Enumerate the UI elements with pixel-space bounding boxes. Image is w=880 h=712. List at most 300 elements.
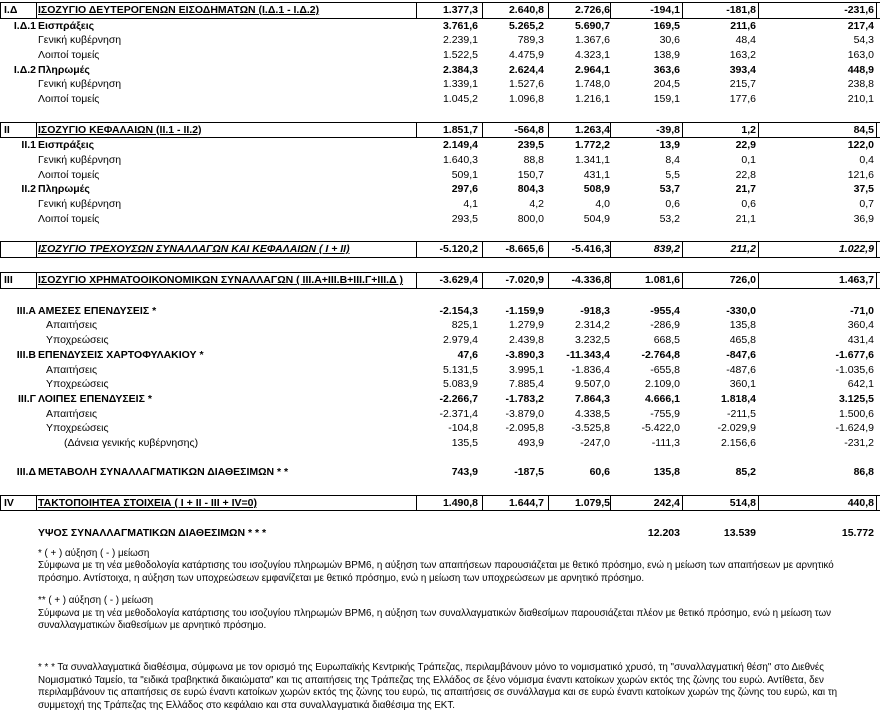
cell-value: 2.439,8 [508,334,544,347]
row-code: ΙΙΙ.Γ [18,392,36,405]
cell-divider [758,3,759,18]
cell-divider [36,242,37,257]
cell-divider [548,242,549,257]
cell-value: 1.748,0 [574,78,610,91]
cell-value: -71,0 [850,304,874,317]
cell-divider [0,242,1,257]
cell-divider [416,496,417,511]
row-label: Γενική κυβέρνηση [38,197,122,210]
table-row [0,407,880,422]
cell-value: 0,4 [859,153,874,166]
cell-value: 1.339,1 [442,78,478,91]
note-1-text: Σύμφωνα με τη νέα μεθοδολογία κατάρτισης του ισοζυγίου πληρωμών BPM6, η αύξηση των απαιτήσεων παρουσιάζεται με θετικό πρόσημο, ενώ η μείωση των απαιτήσεων με αρνητικό πρόσημο. Αντίστοιχα, η αύξηση των υποχρεώσεων εμφανίζεται με θετικό πρόσημο, ενώ η μείωση των υποχρεώσεων με αρνητικό πρόσημο. [38,560,834,584]
cell-value: -2.029,9 [717,422,756,435]
table-row [0,377,880,392]
row-label: Γενική κυβέρνηση [38,34,122,47]
row-code: ΙΙΙ.Δ [16,466,36,479]
row-label: ΑΜΕΣΕΣ ΕΠΕΝΔΥΣΕΙΣ * [38,304,157,317]
note-1-title: * ( + ) αύξηση ( - ) μείωση [38,548,150,559]
row-label: ΥΨΟΣ ΣΥΝΑΛΛΑΓΜΑΤΙΚΩΝ ΔΙΑΘΕΣΙΜΩΝ * * * [38,527,267,540]
cell-divider [682,3,683,18]
cell-value: 1.490,8 [442,496,478,509]
cell-divider [682,273,683,288]
spacer-row [0,258,880,273]
cell-value: -2.266,7 [439,392,478,405]
cell-value: 726,0 [729,274,756,287]
cell-divider [548,123,549,138]
cell-value: 0,6 [741,197,756,210]
cell-divider [548,496,549,511]
spacer-row [0,511,880,526]
cell-value: 122,0 [847,139,874,152]
cell-divider [758,242,759,257]
cell-value: 4,2 [529,197,544,210]
footnotes [38,548,872,712]
row-label: ΤΑΚΤΟΠΟΙΗΤΕΑ ΣΤΟΙΧΕΙΑ ( Ι + ΙΙ - ΙΙΙ + ΙV=0) [38,496,257,509]
cell-divider [482,3,483,18]
cell-value: 431,4 [847,334,874,347]
table-row [0,465,880,480]
cell-value: 1.367,6 [574,34,610,47]
cell-value: 4,1 [463,197,478,210]
cell-divider [0,123,1,138]
row-code: Ι.Δ.2 [13,63,36,76]
cell-divider [482,242,483,257]
row-label: Γενική κυβέρνηση [38,78,122,91]
cell-divider [610,273,611,288]
row-label: Εισπράξεις [38,19,95,32]
cell-value: -1.035,6 [835,363,874,376]
cell-value: 3.995,1 [508,363,544,376]
cell-divider [758,273,759,288]
cell-value: 238,8 [847,78,874,91]
cell-value: 1.851,7 [442,123,478,136]
cell-value: 514,8 [729,496,756,509]
cell-value: -194,1 [650,4,680,16]
row-label: Γενική κυβέρνηση [38,153,122,166]
cell-value: 5.690,7 [574,19,610,32]
note-3-text: * * * Τα συναλλαγματικά διαθέσιμα, σύμφωνα με τον ορισμό της Ευρωπαϊκής Κεντρικής Τράπεζας, περιλαμβάνουν μόνο το νομισματικό χρυσό, τη "συναλλαγματική θέση" στο Διεθνές Νομισματικό Ταμείο, τα "ειδικά τραβηκτικά δικαιώματα" και τις απαιτήσεις της Τράπεζας της Ελλάδος σε ξένο νόμισμα έναντι κατοίκων χωρών εκτός της ζώνης του ευρώ. Αντίθετα, δεν περιλαμβάνουν τις απαιτήσεις σε ευρώ έναντι κατοίκων χωρών εκτός της ζώνης του ευρώ, τις απαιτήσεις σε συνάλλαγμα και σε ευρώ έναντι κατοίκων χωρών της ζώνης του ευρώ, και τη συμμετοχή της Τράπεζας της Ελλάδος στο κεφάλαιο και στα συναλλαγματικά διαθέσιμα της ΕΚΤ. [38,662,838,711]
table-row [0,92,880,107]
table-row [0,436,880,451]
cell-value: 36,9 [853,212,874,225]
cell-value: -1.836,4 [571,363,610,376]
table-row [0,122,880,139]
cell-value: -1.624,9 [835,422,874,435]
cell-value: 22,9 [735,139,756,152]
row-code: ΙΙΙ.Β [16,348,36,361]
cell-value: -111,3 [651,436,680,449]
cell-value: 493,9 [517,436,544,449]
cell-value: -211,5 [727,407,756,420]
cell-divider [876,123,877,138]
cell-value: 1.022,9 [838,243,874,255]
cell-divider [758,496,759,511]
cell-value: 53,7 [659,183,680,196]
cell-value: 5.083,9 [442,378,478,391]
cell-divider [416,242,417,257]
cell-value: 22,8 [735,168,756,181]
cell-value: 363,6 [653,63,680,76]
cell-divider [876,242,877,257]
cell-value: 440,8 [847,496,874,509]
balance-table [0,2,880,541]
cell-value: -5.416,3 [571,243,610,255]
cell-value: 465,8 [729,334,756,347]
cell-divider [0,3,1,18]
cell-value: 642,1 [847,378,874,391]
cell-value: -181,8 [726,4,756,16]
cell-value: -5.422,0 [641,422,680,435]
cell-value: 1.263,4 [574,123,610,136]
cell-value: 135,8 [729,319,756,332]
cell-value: -2.154,3 [439,304,478,317]
row-label: ΕΠΕΝΔΥΣΕΙΣ ΧΑΡΤΟΦΥΛΑΚΙΟΥ * [38,348,204,361]
cell-value: 1.079,5 [574,496,610,509]
cell-value: -5.120,2 [439,243,478,255]
cell-value: 150,7 [517,168,544,181]
table-row [0,212,880,227]
cell-value: 21,1 [735,212,756,225]
cell-value: 215,7 [729,78,756,91]
row-label: Εισπράξεις [38,139,95,152]
cell-value: 2.109,0 [644,378,680,391]
cell-value: -3.879,0 [505,407,544,420]
cell-value: 2.726,6 [574,4,610,16]
table-row [0,48,880,63]
cell-value: 508,9 [583,183,610,196]
row-label: Υποχρεώσεις [46,378,109,391]
cell-divider [482,123,483,138]
cell-value: -755,9 [650,407,680,420]
cell-value: 3.232,5 [574,334,610,347]
row-code: Ι.Δ.1 [13,19,36,32]
row-label: Λοιποί τομείς [38,212,100,225]
cell-divider [610,242,611,257]
table-row [0,421,880,436]
cell-value: 297,6 [451,183,478,196]
cell-value: 2.964,1 [574,63,610,76]
cell-value: 210,1 [847,93,874,106]
row-label: Πληρωμές [38,183,90,196]
row-code: ΙΙ.1 [21,139,36,152]
cell-divider [416,123,417,138]
table-row [0,2,880,19]
cell-value: 163,2 [729,49,756,62]
cell-value: -104,8 [448,422,478,435]
cell-divider [36,496,37,511]
cell-divider [876,3,877,18]
cell-value: 47,6 [457,348,478,361]
cell-value: -2.764,8 [641,348,680,361]
cell-value: 3.761,6 [442,19,478,32]
cell-value: 7.864,3 [574,392,610,405]
cell-divider [548,273,549,288]
cell-divider [682,496,683,511]
spacer-row [0,226,880,241]
row-label: Λοιποί τομείς [38,168,100,181]
cell-value: 177,6 [729,93,756,106]
cell-value: 360,1 [729,378,756,391]
cell-divider [416,273,417,288]
cell-divider [0,496,1,511]
cell-value: 1.818,4 [720,392,756,405]
cell-value: 2.314,2 [574,319,610,332]
cell-value: -1.677,6 [835,348,874,361]
cell-value: 1.081,6 [644,274,680,287]
cell-divider [758,123,759,138]
cell-divider [548,3,549,18]
cell-value: 825,1 [451,319,478,332]
row-label: ΙΣΟΖΥΓΙΟ ΧΡΗΜΑΤΟΟΙΚΟΝΟΜΙΚΩΝ ΣΥΝΑΛΛΑΓΩΝ ( ΙΙΙ.Α+ΙΙΙ.Β+ΙΙΙ.Γ+ΙΙΙ.Δ ) [38,274,404,287]
cell-value: 135,8 [653,466,680,479]
cell-value: 5.131,5 [442,363,478,376]
cell-value: -286,9 [650,319,680,332]
cell-value: 2.384,3 [442,63,478,76]
table-row [0,168,880,183]
cell-value: 393,4 [729,63,756,76]
cell-value: 84,5 [853,123,874,136]
spacer-row [0,107,880,122]
cell-value: 211,2 [730,243,756,255]
table-row [0,333,880,348]
table-row [0,182,880,197]
row-code: ΙΙΙ.Α [16,304,36,317]
cell-value: 163,0 [847,49,874,62]
cell-value: 1.640,3 [442,153,478,166]
cell-divider [36,123,37,138]
cell-divider [610,496,611,511]
cell-value: 1.279,9 [508,319,544,332]
cell-value: 4,0 [595,197,610,210]
cell-value: 54,3 [853,34,874,47]
cell-value: -955,4 [650,304,680,317]
cell-value: 4.323,1 [574,49,610,62]
table-row [0,495,880,512]
cell-value: 1.522,5 [442,49,478,62]
table-row [0,304,880,319]
row-label: ΙΣΟΖΥΓΙΟ ΚΕΦΑΛΑΙΩΝ (ΙΙ.1 - ΙΙ.2) [38,123,202,136]
cell-value: 5.265,2 [508,19,544,32]
cell-value: 204,5 [653,78,680,91]
cell-value: 1.045,2 [442,93,478,106]
table-row [0,33,880,48]
cell-value: -564,8 [514,123,544,136]
cell-value: 88,8 [523,153,544,166]
row-label: Λοιποί τομείς [38,49,100,62]
note-2-text: Σύμφωνα με τη νέα μεθοδολογία κατάρτισης του ισοζυγίου πληρωμών BPM6, η αύξηση των συναλλαγματικών διαθεσίμων παρουσιάζεται πλέον με θετικό πρόσημο, ενώ η μείωση των συναλλαγματικών διαθεσίμων με αρνητικό πρόσημο. [38,607,832,632]
cell-value: 60,6 [589,466,610,479]
cell-divider [36,3,37,18]
cell-value: -1.159,9 [505,304,544,317]
cell-value: -918,3 [580,304,610,317]
cell-value: 2.624,4 [508,63,544,76]
cell-value: 789,3 [517,34,544,47]
cell-value: 12.203 [647,527,680,540]
cell-value: -8.665,6 [505,243,544,255]
table-row [0,197,880,212]
cell-value: 7.885,4 [508,378,544,391]
cell-divider [0,273,1,288]
cell-value: 1.096,8 [508,93,544,106]
row-label: Υποχρεώσεις [46,422,109,435]
cell-value: 2.149,4 [442,139,478,152]
cell-value: 360,4 [847,319,874,332]
cell-value: 4.475,9 [508,49,544,62]
cell-divider [876,273,877,288]
row-label: Απαιτήσεις [46,407,98,420]
cell-value: 1.377,3 [442,4,478,16]
table-row [0,318,880,333]
cell-value: 135,5 [451,436,478,449]
cell-value: 159,1 [653,93,680,106]
cell-value: 21,7 [735,183,756,196]
cell-value: 0,6 [665,197,680,210]
spacer-row [0,480,880,495]
row-label: Λοιποί τομείς [38,93,100,106]
cell-value: 13.539 [723,527,756,540]
row-label: ΜΕΤΑΒΟΛΗ ΣΥΝΑΛΛΑΓΜΑΤΙΚΩΝ ΔΙΑΘΕΣΙΜΩΝ * * [38,466,289,479]
cell-value: 1.216,1 [574,93,610,106]
cell-value: -11.343,4 [566,348,610,361]
note-2-title: ** ( + ) αύξηση ( - ) μείωση [38,595,154,607]
cell-value: 242,4 [653,496,680,509]
table-row [0,63,880,78]
row-code: ΙV [4,496,14,509]
cell-divider [610,3,611,18]
cell-value: 504,9 [583,212,610,225]
cell-value: 1,2 [741,123,756,136]
cell-value: -39,8 [656,123,680,136]
spacer-row [0,451,880,466]
cell-value: 217,4 [847,19,874,32]
table-row [0,77,880,92]
cell-value: 800,0 [517,212,544,225]
cell-value: 509,1 [451,168,478,181]
cell-value: 1.463,7 [838,274,874,287]
row-label: Πληρωμές [38,63,90,76]
cell-value: 1.500,6 [838,407,874,420]
cell-value: 1.341,1 [574,153,610,166]
cell-value: -231,6 [844,4,874,16]
cell-value: 2.640,8 [508,4,544,16]
cell-value: 1.527,6 [508,78,544,91]
cell-divider [682,123,683,138]
cell-value: 30,6 [659,34,680,47]
cell-value: 804,3 [517,183,544,196]
cell-value: 169,5 [653,19,680,32]
cell-value: 138,9 [653,49,680,62]
cell-value: 86,8 [853,466,874,479]
cell-value: 0,1 [741,153,756,166]
table-row [0,153,880,168]
row-label: (Δάνεια γενικής κυβέρνησης) [64,436,199,449]
table-row [0,526,880,541]
cell-divider [482,496,483,511]
cell-value: -847,6 [726,348,756,361]
cell-value: -655,8 [650,363,680,376]
cell-value: 9.507,0 [574,378,610,391]
cell-value: 15.772 [841,527,874,540]
cell-value: 37,5 [853,183,874,196]
cell-value: 4.338,5 [574,407,610,420]
cell-divider [682,242,683,257]
table-row [0,272,880,289]
cell-value: -1.783,2 [505,392,544,405]
cell-value: 448,9 [847,63,874,76]
cell-value: -3.525,8 [571,422,610,435]
cell-value: 5,5 [665,168,680,181]
cell-value: -330,0 [726,304,756,317]
spacer-row [0,289,880,304]
cell-value: -3.890,3 [505,348,544,361]
table-row [0,363,880,378]
row-label: ΙΣΟΖΥΓΙΟ ΤΡΕΧΟΥΣΩΝ ΣΥΝΑΛΛΑΓΩΝ ΚΑΙ ΚΕΦΑΛΑΙΩΝ ( Ι + ΙΙ) [38,243,350,255]
cell-value: -4.336,8 [571,274,610,287]
cell-divider [876,496,877,511]
row-label: Απαιτήσεις [46,363,98,376]
table-row [0,241,880,258]
cell-value: 0,7 [859,197,874,210]
table-row [0,138,880,153]
cell-value: 3.125,5 [838,392,874,405]
cell-value: 293,5 [451,212,478,225]
cell-value: 668,5 [653,334,680,347]
row-code: ΙΙΙ [4,274,13,287]
cell-divider [610,123,611,138]
cell-value: -247,0 [580,436,610,449]
cell-divider [416,3,417,18]
cell-value: 121,6 [847,168,874,181]
table-row [0,348,880,363]
cell-value: 431,1 [583,168,610,181]
table-row [0,19,880,34]
row-label: ΙΣΟΖΥΓΙΟ ΔΕΥΤΕΡΟΓΕΝΩΝ ΕΙΣΟΔΗΜΑΤΩΝ (Ι.Δ.1 - Ι.Δ.2) [38,4,320,16]
cell-value: 53,2 [659,212,680,225]
row-code: ΙΙ [4,123,10,136]
cell-value: 85,2 [735,466,756,479]
cell-value: 4.666,1 [644,392,680,405]
cell-value: -231,2 [844,436,874,449]
cell-value: 2.239,1 [442,34,478,47]
cell-value: 48,4 [735,34,756,47]
cell-value: 743,9 [451,466,478,479]
cell-value: 211,6 [730,19,756,32]
cell-value: 1.644,7 [508,496,544,509]
row-code: Ι.Δ [4,4,18,16]
cell-value: -3.629,4 [439,274,478,287]
row-code: ΙΙ.2 [21,183,36,196]
cell-value: 839,2 [653,243,680,255]
cell-value: -187,5 [514,466,544,479]
row-label: ΛΟΙΠΕΣ ΕΠΕΝΔΥΣΕΙΣ * [38,392,152,405]
row-label: Απαιτήσεις [46,319,98,332]
cell-value: -2.095,8 [505,422,544,435]
cell-value: -487,6 [726,363,756,376]
cell-value: 2.979,4 [442,334,478,347]
cell-value: 8,4 [665,153,680,166]
cell-value: 13,9 [659,139,680,152]
cell-value: 1.772,2 [574,139,610,152]
cell-divider [482,273,483,288]
cell-value: 2.156,6 [720,436,756,449]
table-row [0,392,880,407]
row-label: Υποχρεώσεις [46,334,109,347]
cell-value: 239,5 [517,139,544,152]
cell-value: -2.371,4 [439,407,478,420]
cell-value: -7.020,9 [505,274,544,287]
cell-divider [36,273,37,288]
